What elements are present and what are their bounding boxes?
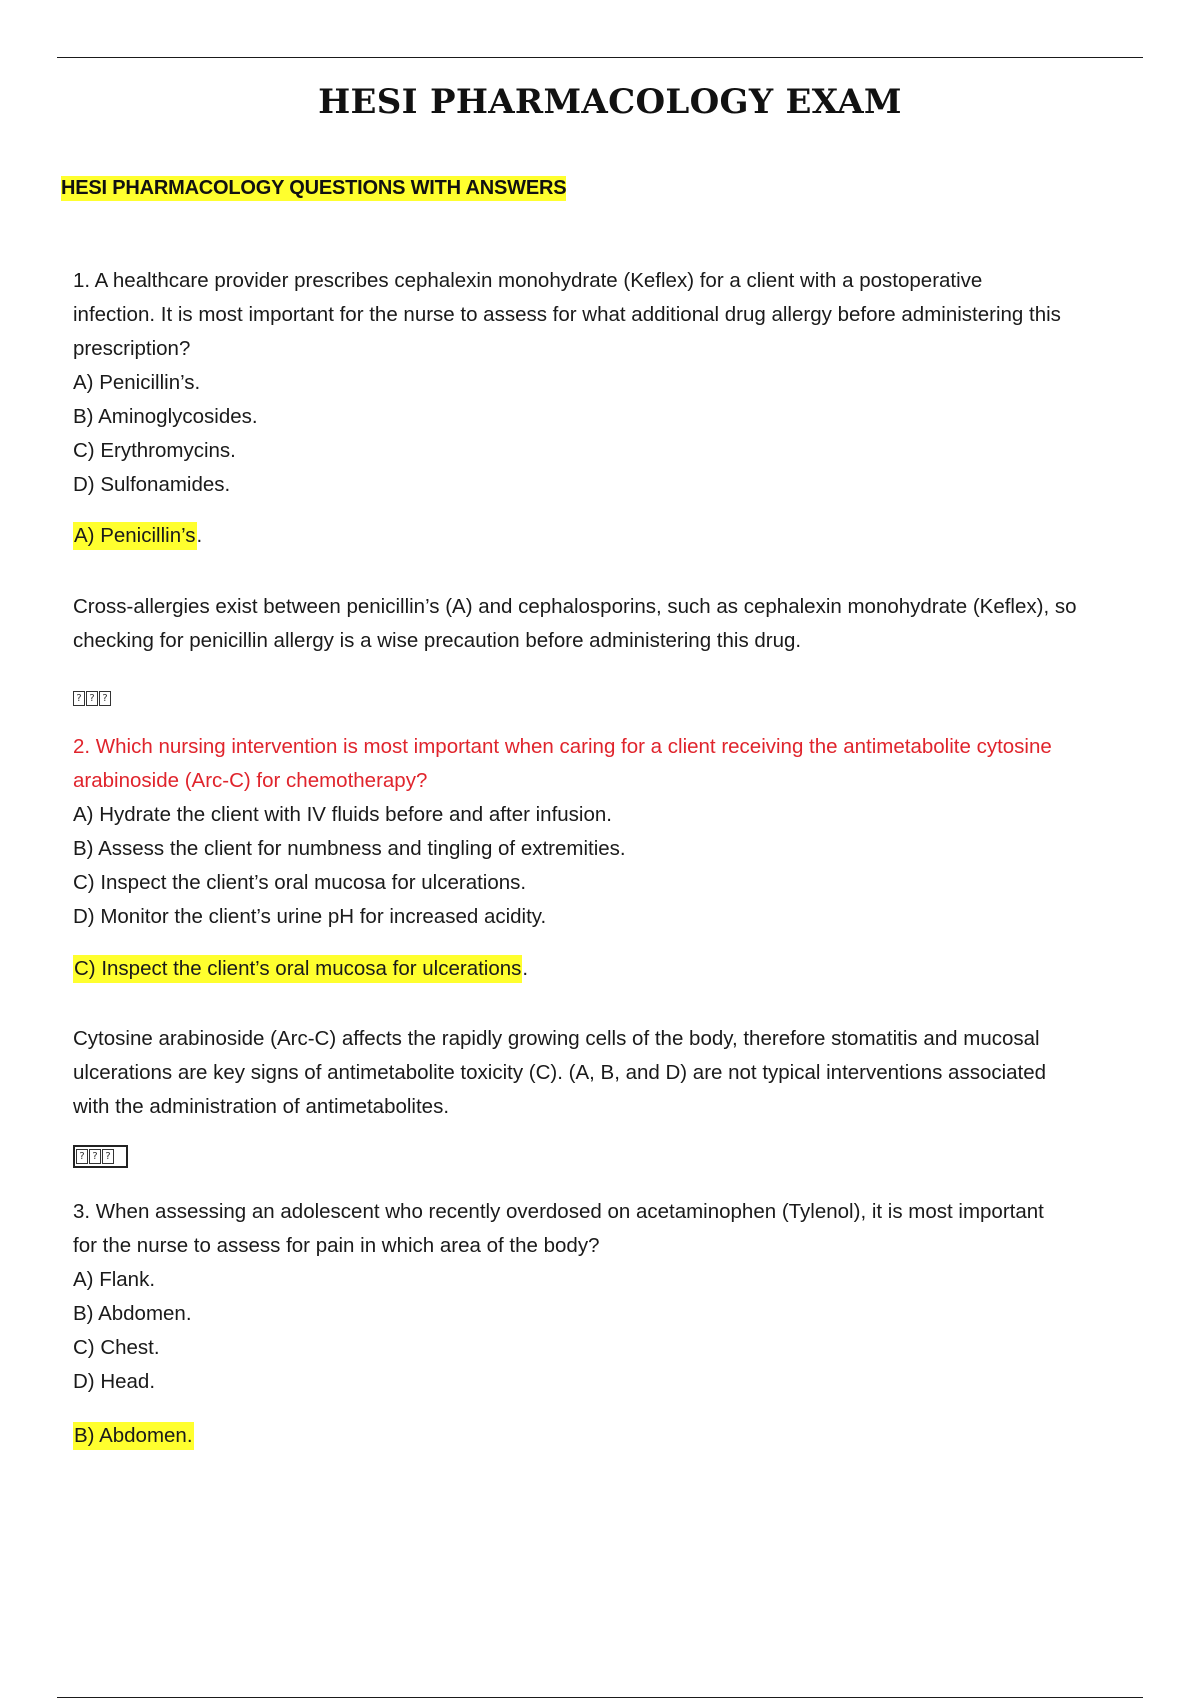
bottom-rule xyxy=(57,1697,1143,1698)
question-stem-line: arabinoside (Arc-C) for chemotherapy? xyxy=(73,769,428,792)
answer-option: C) Chest. xyxy=(73,1336,160,1359)
top-rule xyxy=(57,57,1143,58)
answer-option: C) Erythromycins. xyxy=(73,439,236,462)
rationale-line: Cross-allergies exist between penicillin’s (A) and cephalosporins, such as cephalexin monohydrate (Keflex), so xyxy=(73,595,1077,618)
answer-suffix: . xyxy=(196,524,203,547)
highlighted-answer: A) Penicillin’s xyxy=(73,522,197,550)
question-2-answer xyxy=(73,955,1173,983)
rationale-line: Cytosine arabinoside (Arc-C) affects the rapidly growing cells of the body, therefore stomatitis and mucosal xyxy=(73,1027,1040,1050)
question-stem-line: prescription? xyxy=(73,337,191,360)
question-1-answer xyxy=(73,522,1173,550)
missing-glyph-icon: ? xyxy=(76,1149,88,1164)
rationale-line: with the administration of antimetabolites. xyxy=(73,1095,450,1118)
question-1 xyxy=(73,264,1173,502)
answer-option: D) Head. xyxy=(73,1370,156,1393)
question-stem-line: for the nurse to assess for pain in which area of the body? xyxy=(73,1234,600,1257)
answer-suffix: . xyxy=(522,957,529,980)
question-3 xyxy=(73,1195,1173,1399)
answer-option: C) Inspect the client’s oral mucosa for ulcerations. xyxy=(73,871,527,894)
answer-option: A) Hydrate the client with IV fluids before and after infusion. xyxy=(73,803,612,826)
answer-option: D) Sulfonamides. xyxy=(73,473,231,496)
rationale-line: ulcerations are key signs of antimetabolite toxicity (C). (A, B, and D) are not typical interventions associated xyxy=(73,1061,1047,1084)
separator-glyphs xyxy=(73,691,111,706)
separator-glyphs-boxed xyxy=(73,1145,128,1168)
highlighted-answer: B) Abdomen. xyxy=(73,1422,194,1450)
question-stem-line: 3. When assessing an adolescent who recently overdosed on acetaminophen (Tylenol), it is most important xyxy=(73,1200,1044,1223)
question-3-answer xyxy=(73,1422,1173,1450)
missing-glyph-icon: ? xyxy=(99,691,111,706)
answer-option: B) Abdomen. xyxy=(73,1302,192,1325)
missing-glyph-icon: ? xyxy=(102,1149,114,1164)
question-1-rationale xyxy=(73,590,1173,658)
answer-option: A) Penicillin’s. xyxy=(73,371,201,394)
missing-glyph-icon: ? xyxy=(73,691,85,706)
rationale-line: checking for penicillin allergy is a wise precaution before administering this drug. xyxy=(73,629,802,652)
highlighted-answer: C) Inspect the client’s oral mucosa for ulcerations xyxy=(73,955,522,983)
question-2-rationale xyxy=(73,1022,1173,1124)
missing-glyph-icon: ? xyxy=(86,691,98,706)
page-title: HESI PHARMACOLOGY EXAM xyxy=(318,82,902,122)
question-2 xyxy=(73,730,1173,934)
answer-option: B) Assess the client for numbness and tingling of extremities. xyxy=(73,837,626,860)
answer-option: D) Monitor the client’s urine pH for increased acidity. xyxy=(73,905,547,928)
answer-option: B) Aminoglycosides. xyxy=(73,405,258,428)
answer-option: A) Flank. xyxy=(73,1268,156,1291)
question-stem-line: 1. A healthcare provider prescribes cephalexin monohydrate (Keflex) for a client with a postoperative xyxy=(73,269,983,292)
question-stem-line: infection. It is most important for the nurse to assess for what additional drug allergy before administering this xyxy=(73,303,1061,326)
missing-glyph-icon: ? xyxy=(89,1149,101,1164)
question-stem-line: 2. Which nursing intervention is most important when caring for a client receiving the antimetabolite cytosine xyxy=(73,735,1052,758)
section-subtitle: HESI PHARMACOLOGY QUESTIONS WITH ANSWERS xyxy=(61,177,567,199)
